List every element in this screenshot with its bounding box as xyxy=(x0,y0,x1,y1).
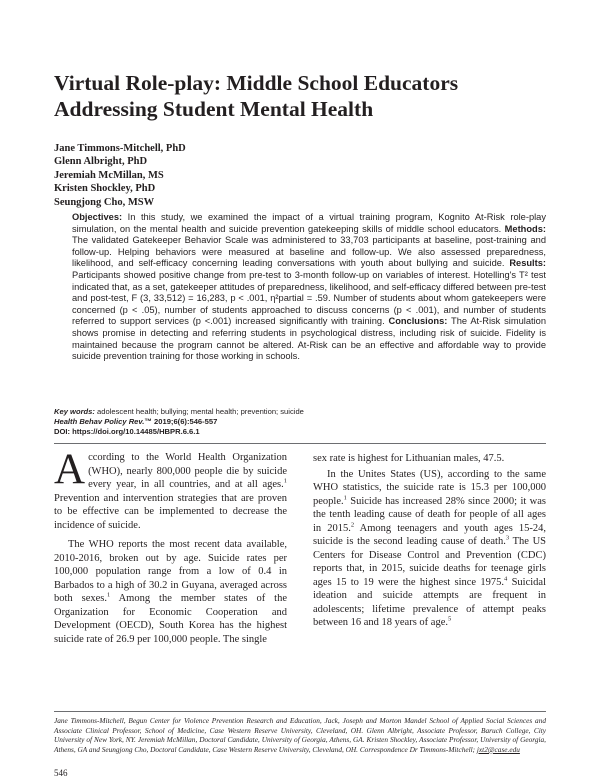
abstract-results-text: Participants showed positive change from pre-test to 3-month follow-up on variables of interest. Hotelling's T² test indicated that, as a set, gatekeeper attitudes of preparedness, likelihood, and self-efficacy differed between pre-test and post-test, F (3, 33,512) = 16,283, p < .001, η²partial = .59. Number of students about whom gatekeepers were concerned (p < .05), number of students approached to discuss concerns (p < .001), and number of students referred to support services (p <.001) increased significantly with training. xyxy=(72,269,546,327)
journal-name: Health Behav Policy Rev. xyxy=(54,417,145,426)
body-text: The WHO reports the most recent data available, 2010-2016, broken out by age. Suicide rates per 100,000 population range from a low of 0.4 in Barbados to a high of 30.2 in Guyana, averaged across both sexes. xyxy=(54,539,287,604)
author: Jeremiah McMillan, MS xyxy=(54,169,164,181)
keywords-label: Key words: xyxy=(54,407,95,416)
correspondence-email-link[interactable]: jxt2@case.edu xyxy=(476,744,520,754)
abstract-results-label: Results: xyxy=(509,258,546,269)
article-title xyxy=(54,70,554,122)
body-paragraph xyxy=(313,468,546,630)
title-line-2: Addressing Student Mental Health xyxy=(54,97,374,121)
citation-ref[interactable]: 1 xyxy=(106,591,111,599)
body-text: Suicidal ideation and suicide attempts are frequent in adolescents; lifetime prevalence of attempt peaks between 16 and 18 years of age. xyxy=(313,576,546,628)
abstract-conclusions-text: The At-Risk simulation shows promise in detecting and referring students in psychological distress, including risk of suicide. Fidelity is maintained because the program cannot be altered. At-Risk can be an effective and affordable way to provide suicide prevention training for those working in schools. xyxy=(72,316,546,362)
page-number: 546 xyxy=(54,768,68,778)
body-paragraph: sex rate is highest for Lithuanian males, 47.5. xyxy=(313,453,505,464)
author: Kristen Shockley, PhD xyxy=(54,183,156,195)
body-column-left xyxy=(54,446,287,648)
divider-top xyxy=(54,443,546,444)
journal-volume: ™ 2019;6(6):546-557 xyxy=(144,417,218,426)
body-paragraph xyxy=(54,538,287,646)
body-column-right xyxy=(313,452,546,632)
body-text: Among the member states of the Organization for Economic Cooperation and Development (OECD), South Korea has the highest suicide rate of 26.9 per 100,000 people. The single xyxy=(54,593,287,645)
author: Jane Timmons-Mitchell, PhD xyxy=(54,143,186,154)
citation-line xyxy=(54,417,554,427)
author: Glenn Albright, PhD xyxy=(54,156,148,168)
doi-link[interactable]: DOI: https://doi.org/10.14485/HBPR.6.6.1 xyxy=(54,427,200,436)
footnote-text: Jane Timmons-Mitchell, Begun Center for Violence Prevention Research and Education, Jack, Joseph and Morton Mandel School of Applied Social Sciences and Associate Clinical Professor, School of Medicine, Case Western Reserve University, Cleveland, OH. Glenn Albright, Associate Professor, Baruch College, City University of New York, NY. Jeremiah McMillan, Doctoral Candidate, University of Georgia, Athens, GA. Kristen Shockley, Associate Professor, University of Georgia, Athens, GA and Seungjong Cho, Doctoral Candidate, Case Western Reserve University, Cleveland, OH. Correspondence Dr Timmons-Mitchell; xyxy=(54,716,546,754)
article-meta xyxy=(54,407,554,437)
drop-cap: A xyxy=(54,446,86,493)
abstract-objectives-text: In this study, we examined the impact of a virtual training program, Kognito At-Risk role-play simulation, on the mental health and suicide prevention gatekeeping skills of middle school educators. xyxy=(72,212,546,234)
citation-ref[interactable]: 3 xyxy=(505,534,510,542)
body-text: Among teenagers and youth ages 15-24, suicide is the second leading cause of death. xyxy=(313,522,546,547)
body-text: ccording to the World Health Organization (WHO), nearly 800,000 people die by suicide every year, in all countries, and at all ages. xyxy=(88,452,287,490)
abstract-objectives-label: Objectives: xyxy=(72,212,123,222)
keywords-line xyxy=(54,407,554,417)
author: Seungjong Cho, MSW xyxy=(54,196,155,208)
citation-ref[interactable]: 5 xyxy=(448,615,452,623)
citation-ref[interactable]: 1 xyxy=(343,494,347,501)
citation-ref[interactable]: 2 xyxy=(350,521,355,528)
author-list xyxy=(54,142,474,209)
title-line-1: Virtual Role-play: Middle School Educators xyxy=(54,71,459,95)
body-text: Suicide has increased 28% since 2000; it was the tenth leading cause of death for people of all ages in 2015. xyxy=(313,495,546,534)
body-text: Prevention and intervention strategies that are proven to be effective can be implemented to decrease the incidence of suicide. xyxy=(54,492,287,531)
abstract-conclusions-label: Conclusions: xyxy=(388,316,448,327)
body-text: In the Unites States (US), according to the same WHO statistics, the suicide rate is 15.3 per 100,000 people. xyxy=(313,468,546,507)
divider-footnote xyxy=(54,711,546,712)
body-paragraph xyxy=(54,446,287,532)
abstract xyxy=(72,212,546,363)
body-text: The US Centers for Disease Control and Prevention (CDC) reports that, in 2015, suicide deaths for teenage girls ages 15 to 19 were the highest since 1975. xyxy=(313,536,546,588)
keywords-text: adolescent health; bullying; mental health; prevention; suicide xyxy=(94,407,304,416)
abstract-methods-label: Methods: xyxy=(504,223,546,234)
citation-ref[interactable]: 4 xyxy=(504,575,508,582)
author-affiliations-footnote xyxy=(54,716,546,754)
citation-ref[interactable]: 1 xyxy=(283,477,287,485)
abstract-methods-text: The validated Gatekeeper Behavior Scale was administered to 33,703 participants at baseline, post-training and follow-up. Helping behaviors were measured at baseline and follow-up. We also assessed preparedness, likelihood, and self-efficacy concerning leading conversations with youth about bullying and suicide. xyxy=(72,235,546,269)
